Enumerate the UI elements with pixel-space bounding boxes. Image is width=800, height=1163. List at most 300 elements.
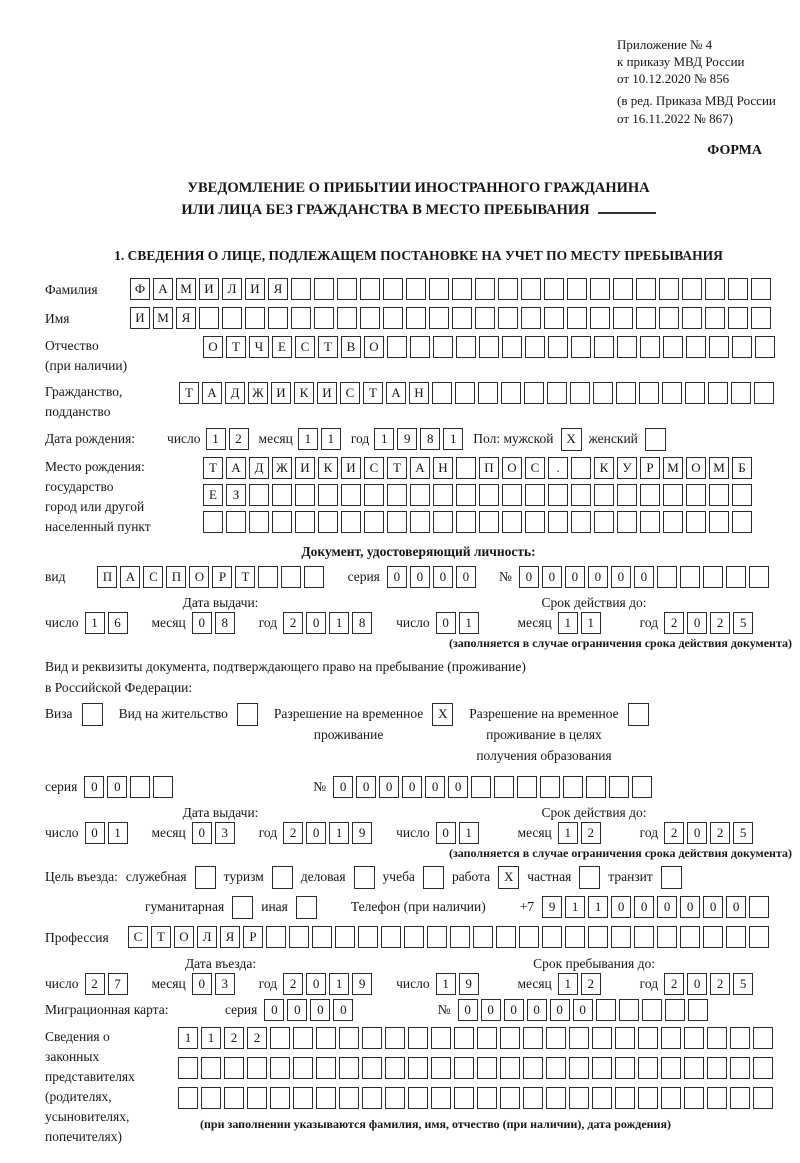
form-cell[interactable]: Т xyxy=(179,382,199,404)
form-cell[interactable] xyxy=(523,1027,543,1049)
form-cell[interactable] xyxy=(431,1027,451,1049)
form-cell[interactable] xyxy=(429,278,449,300)
form-cell[interactable] xyxy=(751,278,771,300)
form-cell[interactable] xyxy=(224,1087,244,1109)
form-cell[interactable]: 0 xyxy=(519,566,539,588)
form-cell[interactable] xyxy=(616,382,636,404)
form-cell[interactable]: С xyxy=(364,457,384,479)
form-cell[interactable] xyxy=(657,926,677,948)
form-cell[interactable] xyxy=(293,1057,313,1079)
form-cell[interactable] xyxy=(500,1027,520,1049)
form-cell[interactable] xyxy=(613,278,633,300)
form-cell[interactable]: 1 xyxy=(201,1027,221,1049)
form-cell[interactable]: П xyxy=(97,566,117,588)
form-cell[interactable]: Д xyxy=(249,457,269,479)
form-cell[interactable] xyxy=(639,382,659,404)
form-cell[interactable]: 0 xyxy=(448,776,468,798)
form-cell[interactable]: 2 xyxy=(581,973,601,995)
form-cell[interactable]: 0 xyxy=(85,822,105,844)
form-cell[interactable]: 0 xyxy=(634,566,654,588)
form-cell[interactable] xyxy=(335,926,355,948)
form-cell[interactable]: З xyxy=(226,484,246,506)
form-cell[interactable] xyxy=(590,307,610,329)
form-cell[interactable]: 0 xyxy=(425,776,445,798)
form-cell[interactable] xyxy=(408,1087,428,1109)
form-cell[interactable]: П xyxy=(479,457,499,479)
form-cell[interactable] xyxy=(408,1027,428,1049)
form-cell[interactable] xyxy=(289,926,309,948)
form-cell[interactable]: А xyxy=(153,278,173,300)
form-cell[interactable]: 0 xyxy=(550,999,570,1021)
form-cell[interactable] xyxy=(684,1057,704,1079)
form-cell[interactable]: 0 xyxy=(287,999,307,1021)
form-cell[interactable] xyxy=(730,1057,750,1079)
form-cell[interactable] xyxy=(732,511,752,533)
form-cell[interactable]: В xyxy=(341,336,361,358)
form-cell[interactable]: 0 xyxy=(387,566,407,588)
form-cell[interactable] xyxy=(431,1057,451,1079)
form-cell[interactable]: 1 xyxy=(329,612,349,634)
form-cell[interactable] xyxy=(636,307,656,329)
form-cell[interactable]: Ж xyxy=(272,457,292,479)
purpose-other-checkbox[interactable] xyxy=(296,896,317,919)
form-cell[interactable]: 1 xyxy=(459,612,479,634)
form-cell[interactable]: 0 xyxy=(687,612,707,634)
form-cell[interactable] xyxy=(478,382,498,404)
form-cell[interactable]: . xyxy=(548,457,568,479)
form-cell[interactable] xyxy=(709,511,729,533)
form-cell[interactable] xyxy=(726,926,746,948)
form-cell[interactable]: 1 xyxy=(565,896,585,918)
form-cell[interactable]: М xyxy=(153,307,173,329)
form-cell[interactable] xyxy=(594,511,614,533)
form-cell[interactable]: 1 xyxy=(206,428,226,450)
form-cell[interactable] xyxy=(452,278,472,300)
form-cell[interactable] xyxy=(680,566,700,588)
form-cell[interactable] xyxy=(247,1087,267,1109)
form-cell[interactable]: 8 xyxy=(420,428,440,450)
form-cell[interactable] xyxy=(249,511,269,533)
form-cell[interactable]: 0 xyxy=(657,896,677,918)
form-cell[interactable] xyxy=(153,776,173,798)
form-cell[interactable] xyxy=(753,1027,773,1049)
form-cell[interactable]: 3 xyxy=(215,973,235,995)
form-cell[interactable]: 0 xyxy=(588,566,608,588)
form-cell[interactable] xyxy=(726,566,746,588)
form-cell[interactable]: 0 xyxy=(573,999,593,1021)
form-cell[interactable]: 8 xyxy=(352,612,372,634)
residence-permit-checkbox[interactable] xyxy=(237,703,258,726)
form-cell[interactable]: 2 xyxy=(85,973,105,995)
form-cell[interactable] xyxy=(479,511,499,533)
form-cell[interactable] xyxy=(387,336,407,358)
form-cell[interactable] xyxy=(638,1027,658,1049)
form-cell[interactable]: Е xyxy=(272,336,292,358)
form-cell[interactable] xyxy=(732,336,752,358)
form-cell[interactable]: Ж xyxy=(248,382,268,404)
form-cell[interactable] xyxy=(519,926,539,948)
form-cell[interactable] xyxy=(619,999,639,1021)
form-cell[interactable]: Т xyxy=(318,336,338,358)
form-cell[interactable] xyxy=(364,511,384,533)
form-cell[interactable] xyxy=(473,926,493,948)
form-cell[interactable]: 0 xyxy=(107,776,127,798)
form-cell[interactable]: 0 xyxy=(306,822,326,844)
form-cell[interactable] xyxy=(659,307,679,329)
form-cell[interactable]: 0 xyxy=(306,973,326,995)
form-cell[interactable]: 2 xyxy=(664,973,684,995)
form-cell[interactable] xyxy=(567,278,587,300)
form-cell[interactable] xyxy=(502,484,522,506)
form-cell[interactable]: О xyxy=(364,336,384,358)
form-cell[interactable]: 1 xyxy=(85,612,105,634)
form-cell[interactable] xyxy=(454,1027,474,1049)
form-cell[interactable]: С xyxy=(295,336,315,358)
form-cell[interactable] xyxy=(383,278,403,300)
form-cell[interactable] xyxy=(496,926,516,948)
form-cell[interactable] xyxy=(339,1087,359,1109)
form-cell[interactable]: 0 xyxy=(565,566,585,588)
form-cell[interactable] xyxy=(682,278,702,300)
purpose-humanitarian-checkbox[interactable] xyxy=(232,896,253,919)
form-cell[interactable] xyxy=(387,484,407,506)
form-cell[interactable]: Я xyxy=(176,307,196,329)
form-cell[interactable] xyxy=(569,1027,589,1049)
form-cell[interactable]: О xyxy=(189,566,209,588)
form-cell[interactable] xyxy=(295,511,315,533)
form-cell[interactable] xyxy=(455,382,475,404)
form-cell[interactable] xyxy=(685,382,705,404)
form-cell[interactable]: 1 xyxy=(558,612,578,634)
form-cell[interactable]: 0 xyxy=(192,973,212,995)
form-cell[interactable]: 0 xyxy=(634,896,654,918)
form-cell[interactable] xyxy=(684,1087,704,1109)
form-cell[interactable]: 1 xyxy=(298,428,318,450)
form-cell[interactable] xyxy=(596,999,616,1021)
form-cell[interactable] xyxy=(638,1087,658,1109)
form-cell[interactable] xyxy=(709,336,729,358)
form-cell[interactable] xyxy=(318,511,338,533)
form-cell[interactable] xyxy=(199,307,219,329)
form-cell[interactable] xyxy=(245,307,265,329)
form-cell[interactable]: 2 xyxy=(224,1027,244,1049)
form-cell[interactable] xyxy=(270,1087,290,1109)
form-cell[interactable]: 0 xyxy=(456,566,476,588)
form-cell[interactable]: 0 xyxy=(436,822,456,844)
form-cell[interactable] xyxy=(502,511,522,533)
form-cell[interactable] xyxy=(383,307,403,329)
form-cell[interactable] xyxy=(521,278,541,300)
form-cell[interactable] xyxy=(751,307,771,329)
form-cell[interactable] xyxy=(661,1027,681,1049)
form-cell[interactable]: Т xyxy=(151,926,171,948)
form-cell[interactable] xyxy=(590,278,610,300)
form-cell[interactable]: У xyxy=(617,457,637,479)
form-cell[interactable] xyxy=(686,336,706,358)
form-cell[interactable]: И xyxy=(317,382,337,404)
form-cell[interactable] xyxy=(479,336,499,358)
form-cell[interactable]: 0 xyxy=(333,776,353,798)
form-cell[interactable]: 0 xyxy=(680,896,700,918)
form-cell[interactable] xyxy=(247,1057,267,1079)
form-cell[interactable] xyxy=(662,382,682,404)
form-cell[interactable]: Б xyxy=(732,457,752,479)
form-cell[interactable] xyxy=(477,1087,497,1109)
form-cell[interactable] xyxy=(592,1057,612,1079)
form-cell[interactable]: Р xyxy=(243,926,263,948)
form-cell[interactable] xyxy=(642,999,662,1021)
form-cell[interactable] xyxy=(753,1087,773,1109)
form-cell[interactable]: Т xyxy=(387,457,407,479)
form-cell[interactable]: К xyxy=(294,382,314,404)
form-cell[interactable]: 1 xyxy=(436,973,456,995)
form-cell[interactable] xyxy=(494,776,514,798)
form-cell[interactable] xyxy=(385,1087,405,1109)
purpose-transit-checkbox[interactable] xyxy=(661,866,682,889)
form-cell[interactable]: 6 xyxy=(108,612,128,634)
form-cell[interactable]: 0 xyxy=(306,612,326,634)
form-cell[interactable] xyxy=(406,307,426,329)
form-cell[interactable] xyxy=(571,336,591,358)
form-cell[interactable] xyxy=(316,1087,336,1109)
form-cell[interactable] xyxy=(477,1027,497,1049)
form-cell[interactable] xyxy=(475,278,495,300)
form-cell[interactable] xyxy=(381,926,401,948)
form-cell[interactable] xyxy=(293,1027,313,1049)
form-cell[interactable] xyxy=(362,1027,382,1049)
form-cell[interactable]: 1 xyxy=(178,1027,198,1049)
form-cell[interactable] xyxy=(728,278,748,300)
sex-female-checkbox[interactable] xyxy=(645,428,666,451)
form-cell[interactable]: 0 xyxy=(436,612,456,634)
form-cell[interactable] xyxy=(688,999,708,1021)
form-cell[interactable] xyxy=(731,382,751,404)
form-cell[interactable] xyxy=(471,776,491,798)
purpose-commercial-checkbox[interactable] xyxy=(354,866,375,889)
form-cell[interactable] xyxy=(709,484,729,506)
purpose-study-checkbox[interactable] xyxy=(423,866,444,889)
form-cell[interactable]: 2 xyxy=(710,822,730,844)
form-cell[interactable] xyxy=(281,566,301,588)
form-cell[interactable]: 0 xyxy=(264,999,284,1021)
form-cell[interactable] xyxy=(341,511,361,533)
form-cell[interactable] xyxy=(293,1087,313,1109)
sex-male-checkbox[interactable]: X xyxy=(561,428,582,451)
form-cell[interactable] xyxy=(201,1087,221,1109)
form-cell[interactable] xyxy=(454,1087,474,1109)
form-cell[interactable] xyxy=(749,926,769,948)
form-cell[interactable] xyxy=(427,926,447,948)
form-cell[interactable] xyxy=(431,1087,451,1109)
form-cell[interactable] xyxy=(432,382,452,404)
form-cell[interactable] xyxy=(570,382,590,404)
form-cell[interactable] xyxy=(521,307,541,329)
form-cell[interactable]: 2 xyxy=(581,822,601,844)
form-cell[interactable]: 2 xyxy=(283,822,303,844)
form-cell[interactable]: К xyxy=(594,457,614,479)
form-cell[interactable] xyxy=(410,336,430,358)
form-cell[interactable]: 0 xyxy=(379,776,399,798)
form-cell[interactable]: М xyxy=(663,457,683,479)
form-cell[interactable] xyxy=(314,307,334,329)
form-cell[interactable]: 0 xyxy=(84,776,104,798)
form-cell[interactable] xyxy=(502,336,522,358)
form-cell[interactable]: И xyxy=(130,307,150,329)
form-cell[interactable] xyxy=(728,307,748,329)
form-cell[interactable]: 1 xyxy=(558,973,578,995)
form-cell[interactable] xyxy=(500,1087,520,1109)
form-cell[interactable]: Л xyxy=(222,278,242,300)
form-cell[interactable]: 0 xyxy=(542,566,562,588)
form-cell[interactable]: 9 xyxy=(352,822,372,844)
form-cell[interactable]: С xyxy=(143,566,163,588)
form-cell[interactable] xyxy=(705,278,725,300)
form-cell[interactable] xyxy=(686,511,706,533)
form-cell[interactable]: Р xyxy=(640,457,660,479)
form-cell[interactable] xyxy=(456,484,476,506)
form-cell[interactable] xyxy=(337,278,357,300)
form-cell[interactable] xyxy=(178,1057,198,1079)
form-cell[interactable] xyxy=(404,926,424,948)
form-cell[interactable]: К xyxy=(318,457,338,479)
temporary-residence-checkbox[interactable]: X xyxy=(432,703,453,726)
form-cell[interactable]: 5 xyxy=(733,612,753,634)
form-cell[interactable] xyxy=(226,511,246,533)
form-cell[interactable] xyxy=(594,336,614,358)
form-cell[interactable]: И xyxy=(199,278,219,300)
form-cell[interactable] xyxy=(498,278,518,300)
form-cell[interactable]: 0 xyxy=(402,776,422,798)
form-cell[interactable]: С xyxy=(340,382,360,404)
form-cell[interactable]: О xyxy=(502,457,522,479)
form-cell[interactable] xyxy=(592,1087,612,1109)
form-cell[interactable] xyxy=(304,566,324,588)
form-cell[interactable] xyxy=(707,1057,727,1079)
form-cell[interactable]: Ч xyxy=(249,336,269,358)
form-cell[interactable] xyxy=(314,278,334,300)
form-cell[interactable] xyxy=(268,307,288,329)
form-cell[interactable] xyxy=(548,336,568,358)
form-cell[interactable] xyxy=(525,484,545,506)
form-cell[interactable] xyxy=(661,1057,681,1079)
form-cell[interactable] xyxy=(337,307,357,329)
form-cell[interactable]: И xyxy=(271,382,291,404)
form-cell[interactable]: 2 xyxy=(664,822,684,844)
form-cell[interactable]: Я xyxy=(220,926,240,948)
form-cell[interactable]: 2 xyxy=(283,973,303,995)
purpose-business-checkbox[interactable] xyxy=(195,866,216,889)
form-cell[interactable] xyxy=(615,1087,635,1109)
form-cell[interactable] xyxy=(567,307,587,329)
form-cell[interactable] xyxy=(684,1027,704,1049)
purpose-tourism-checkbox[interactable] xyxy=(272,866,293,889)
form-cell[interactable] xyxy=(364,484,384,506)
form-cell[interactable] xyxy=(544,307,564,329)
form-cell[interactable] xyxy=(406,278,426,300)
form-cell[interactable] xyxy=(708,382,728,404)
form-cell[interactable]: 0 xyxy=(356,776,376,798)
form-cell[interactable] xyxy=(544,278,564,300)
form-cell[interactable] xyxy=(615,1027,635,1049)
form-cell[interactable]: М xyxy=(709,457,729,479)
form-cell[interactable] xyxy=(617,484,637,506)
form-cell[interactable]: Е xyxy=(203,484,223,506)
form-cell[interactable]: И xyxy=(341,457,361,479)
form-cell[interactable] xyxy=(609,776,629,798)
form-cell[interactable] xyxy=(477,1057,497,1079)
form-cell[interactable] xyxy=(450,926,470,948)
form-cell[interactable] xyxy=(663,484,683,506)
form-cell[interactable]: С xyxy=(525,457,545,479)
purpose-work-checkbox[interactable]: X xyxy=(498,866,519,889)
form-cell[interactable]: 0 xyxy=(410,566,430,588)
form-cell[interactable] xyxy=(523,1057,543,1079)
form-cell[interactable] xyxy=(638,1057,658,1079)
form-cell[interactable] xyxy=(615,1057,635,1079)
form-cell[interactable] xyxy=(201,1057,221,1079)
form-cell[interactable]: 5 xyxy=(733,822,753,844)
form-cell[interactable] xyxy=(224,1057,244,1079)
form-cell[interactable]: Д xyxy=(225,382,245,404)
form-cell[interactable]: 0 xyxy=(458,999,478,1021)
form-cell[interactable]: С xyxy=(128,926,148,948)
form-cell[interactable] xyxy=(548,484,568,506)
form-cell[interactable]: 1 xyxy=(459,822,479,844)
form-cell[interactable]: М xyxy=(176,278,196,300)
form-cell[interactable] xyxy=(387,511,407,533)
form-cell[interactable]: 0 xyxy=(310,999,330,1021)
form-cell[interactable]: 1 xyxy=(581,612,601,634)
form-cell[interactable]: 1 xyxy=(558,822,578,844)
form-cell[interactable]: Т xyxy=(363,382,383,404)
form-cell[interactable]: 0 xyxy=(527,999,547,1021)
form-cell[interactable] xyxy=(593,382,613,404)
form-cell[interactable] xyxy=(540,776,560,798)
form-cell[interactable]: А xyxy=(202,382,222,404)
form-cell[interactable]: Т xyxy=(226,336,246,358)
form-cell[interactable] xyxy=(410,484,430,506)
form-cell[interactable] xyxy=(360,278,380,300)
form-cell[interactable] xyxy=(433,336,453,358)
form-cell[interactable]: О xyxy=(203,336,223,358)
form-cell[interactable] xyxy=(657,566,677,588)
form-cell[interactable] xyxy=(546,1087,566,1109)
form-cell[interactable] xyxy=(705,307,725,329)
form-cell[interactable]: 0 xyxy=(611,566,631,588)
form-cell[interactable] xyxy=(456,336,476,358)
form-cell[interactable]: 2 xyxy=(247,1027,267,1049)
form-cell[interactable]: 0 xyxy=(687,822,707,844)
form-cell[interactable] xyxy=(703,566,723,588)
form-cell[interactable] xyxy=(130,776,150,798)
form-cell[interactable] xyxy=(663,336,683,358)
temporary-residence-education-checkbox[interactable] xyxy=(628,703,649,726)
form-cell[interactable]: П xyxy=(166,566,186,588)
form-cell[interactable] xyxy=(730,1027,750,1049)
form-cell[interactable]: 2 xyxy=(710,973,730,995)
form-cell[interactable] xyxy=(362,1057,382,1079)
form-cell[interactable] xyxy=(498,307,518,329)
form-cell[interactable] xyxy=(479,484,499,506)
form-cell[interactable] xyxy=(680,926,700,948)
form-cell[interactable] xyxy=(525,336,545,358)
form-cell[interactable] xyxy=(316,1027,336,1049)
form-cell[interactable] xyxy=(634,926,654,948)
form-cell[interactable] xyxy=(703,926,723,948)
form-cell[interactable]: 0 xyxy=(481,999,501,1021)
form-cell[interactable]: 0 xyxy=(192,612,212,634)
form-cell[interactable] xyxy=(632,776,652,798)
